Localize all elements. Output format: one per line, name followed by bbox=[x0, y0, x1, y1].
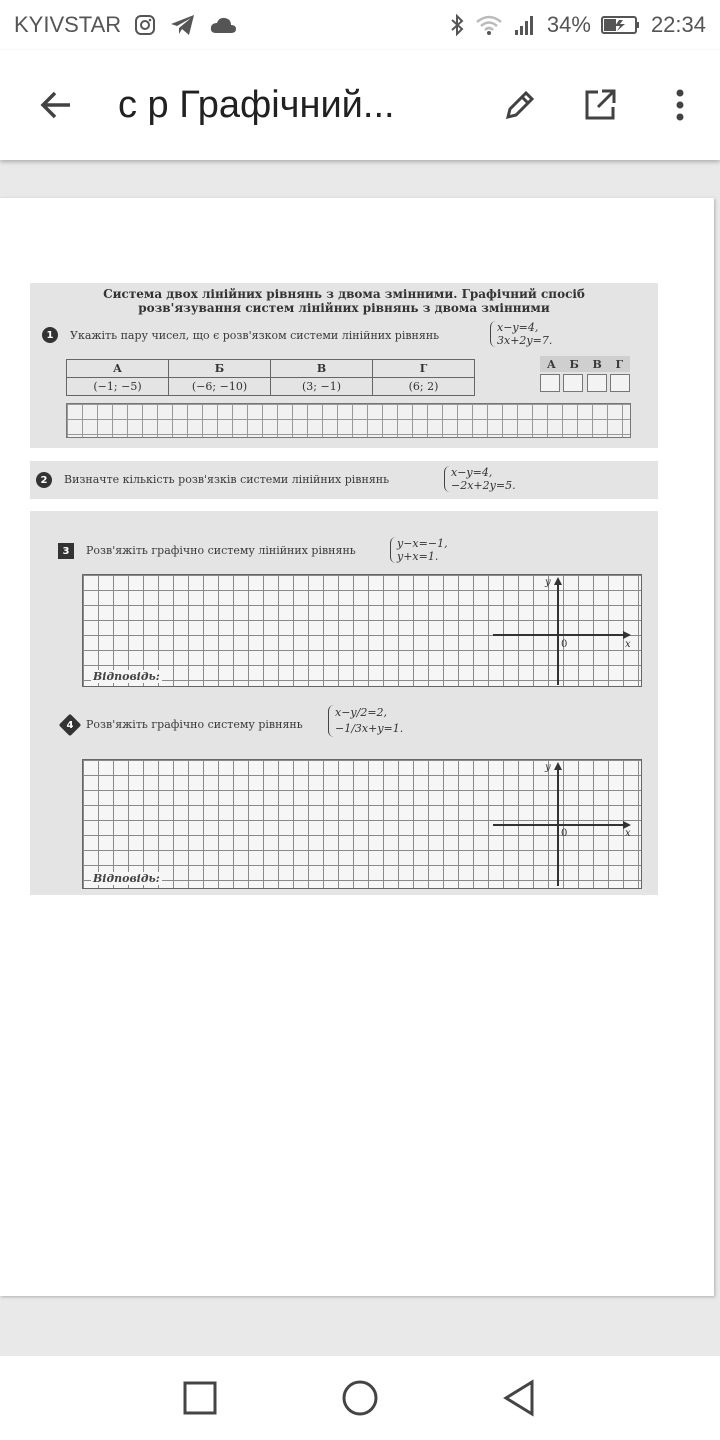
question-1-number: 1 bbox=[42, 327, 58, 343]
wifi-icon bbox=[475, 14, 503, 36]
question-4-eq1: x−y/2=2, bbox=[335, 706, 388, 719]
open-external-button[interactable] bbox=[578, 83, 622, 127]
question-1-options-table bbox=[66, 359, 475, 396]
circle-icon bbox=[340, 1378, 380, 1418]
question-4-origin-label: 0 bbox=[561, 828, 568, 839]
answer-box bbox=[563, 374, 583, 392]
question-4-eq2: −1/3x+y=1. bbox=[335, 722, 404, 735]
question-3-x-arrow bbox=[623, 631, 631, 639]
answer-box bbox=[540, 374, 560, 392]
question-2-eq1: x−y=4, bbox=[451, 466, 493, 479]
question-2-system bbox=[444, 466, 516, 492]
question-2-number: 2 bbox=[36, 472, 52, 488]
answer-letter-v: В bbox=[592, 357, 602, 371]
recent-apps-button[interactable] bbox=[170, 1368, 230, 1428]
question-4-y-arrow bbox=[554, 762, 562, 770]
arrow-back-icon bbox=[38, 87, 74, 123]
question-4-number bbox=[59, 714, 82, 737]
question-3-number: 3 bbox=[58, 543, 74, 559]
question-4-coordinate-grid[interactable] bbox=[82, 759, 642, 889]
question-4-y-axis bbox=[557, 770, 559, 886]
question-3-text: Розв'яжіть графічно систему лінійних рівнянь bbox=[86, 544, 356, 557]
battery-charging-icon bbox=[601, 15, 641, 35]
question-3-answer-label: Відповідь: bbox=[93, 670, 160, 683]
edit-button[interactable] bbox=[498, 83, 542, 127]
option-value-b: (−6; −10) bbox=[169, 378, 271, 396]
question-3-system bbox=[390, 537, 448, 563]
document-title: с р Графічний... bbox=[118, 83, 395, 126]
worksheet-heading bbox=[30, 287, 658, 315]
instagram-icon bbox=[133, 13, 157, 37]
question-1-system bbox=[490, 321, 552, 347]
question-1-eq1: x−y=4, bbox=[497, 321, 539, 334]
scan-question-2 bbox=[30, 461, 658, 499]
working-grid bbox=[66, 403, 631, 438]
cloud-icon bbox=[209, 15, 237, 35]
signal-icon bbox=[513, 14, 537, 36]
navigation-bar bbox=[0, 1356, 720, 1440]
answer-box bbox=[587, 374, 607, 392]
status-bar bbox=[0, 0, 720, 50]
option-value-v: (3; −1) bbox=[271, 378, 373, 396]
question-4-system bbox=[328, 705, 403, 737]
question-3-eq1: y−x=−1, bbox=[397, 537, 448, 550]
question-3-y-axis bbox=[557, 585, 559, 685]
question-1-text: Укажіть пару чисел, що є розв'язком системи лінійних рівнянь bbox=[70, 329, 440, 342]
document-page[interactable] bbox=[0, 198, 714, 1296]
question-2-text: Визначте кількість розв'язків системи лінійних рівнянь bbox=[64, 473, 390, 486]
question-3-x-label: x bbox=[625, 639, 631, 650]
question-1-eq2: 3x+2y=7. bbox=[497, 334, 553, 347]
option-letter-g: Г bbox=[373, 360, 475, 378]
question-4-x-label: x bbox=[625, 828, 631, 839]
option-value-g: (6; 2) bbox=[373, 378, 475, 396]
home-button[interactable] bbox=[330, 1368, 390, 1428]
answer-letter-g: Г bbox=[615, 357, 624, 371]
open-in-new-icon bbox=[582, 87, 618, 123]
option-value-a: (−1; −5) bbox=[67, 378, 169, 396]
back-button[interactable] bbox=[28, 77, 84, 133]
option-letter-a: А bbox=[67, 360, 169, 378]
pencil-icon bbox=[502, 87, 538, 123]
more-options-button[interactable] bbox=[658, 83, 702, 127]
scan-questions-3-4 bbox=[30, 511, 658, 895]
scan-question-1 bbox=[30, 283, 658, 448]
option-letter-b: Б bbox=[169, 360, 271, 378]
question-3-origin-label: 0 bbox=[561, 639, 568, 650]
option-letter-v: В bbox=[271, 360, 373, 378]
square-icon bbox=[182, 1380, 218, 1416]
question-4-text: Розв'яжіть графічно систему рівнянь bbox=[86, 718, 303, 731]
heading-line-1: Система двох лінійних рівнянь з двома змінними. Графічний спосіб bbox=[103, 287, 585, 301]
answer-choice-boxes bbox=[540, 356, 630, 392]
bluetooth-icon bbox=[449, 13, 465, 37]
answer-letter-b: Б bbox=[569, 357, 579, 371]
question-4-number-text: 4 bbox=[66, 719, 74, 731]
triangle-back-icon bbox=[502, 1378, 538, 1418]
answer-letter-a: А bbox=[546, 357, 556, 371]
question-4-answer-label: Відповідь: bbox=[93, 872, 160, 885]
question-2-eq2: −2x+2y=5. bbox=[451, 479, 516, 492]
battery-percent: 34% bbox=[546, 12, 591, 37]
app-bar bbox=[0, 50, 720, 160]
clock: 22:34 bbox=[650, 12, 706, 37]
question-4-y-label: y bbox=[545, 762, 551, 773]
question-3-coordinate-grid[interactable] bbox=[82, 574, 642, 687]
heading-line-2: розв'язування систем лінійних рівнянь з двома змінними bbox=[138, 301, 550, 315]
question-3-y-label: y bbox=[545, 577, 551, 588]
answer-box bbox=[610, 374, 630, 392]
carrier-label: KYIVSTAR bbox=[14, 12, 122, 37]
question-3-y-arrow bbox=[554, 577, 562, 585]
question-3-eq2: y+x=1. bbox=[397, 550, 439, 563]
telegram-icon bbox=[169, 13, 197, 37]
system-back-button[interactable] bbox=[490, 1368, 550, 1428]
more-vert-icon bbox=[675, 87, 685, 123]
